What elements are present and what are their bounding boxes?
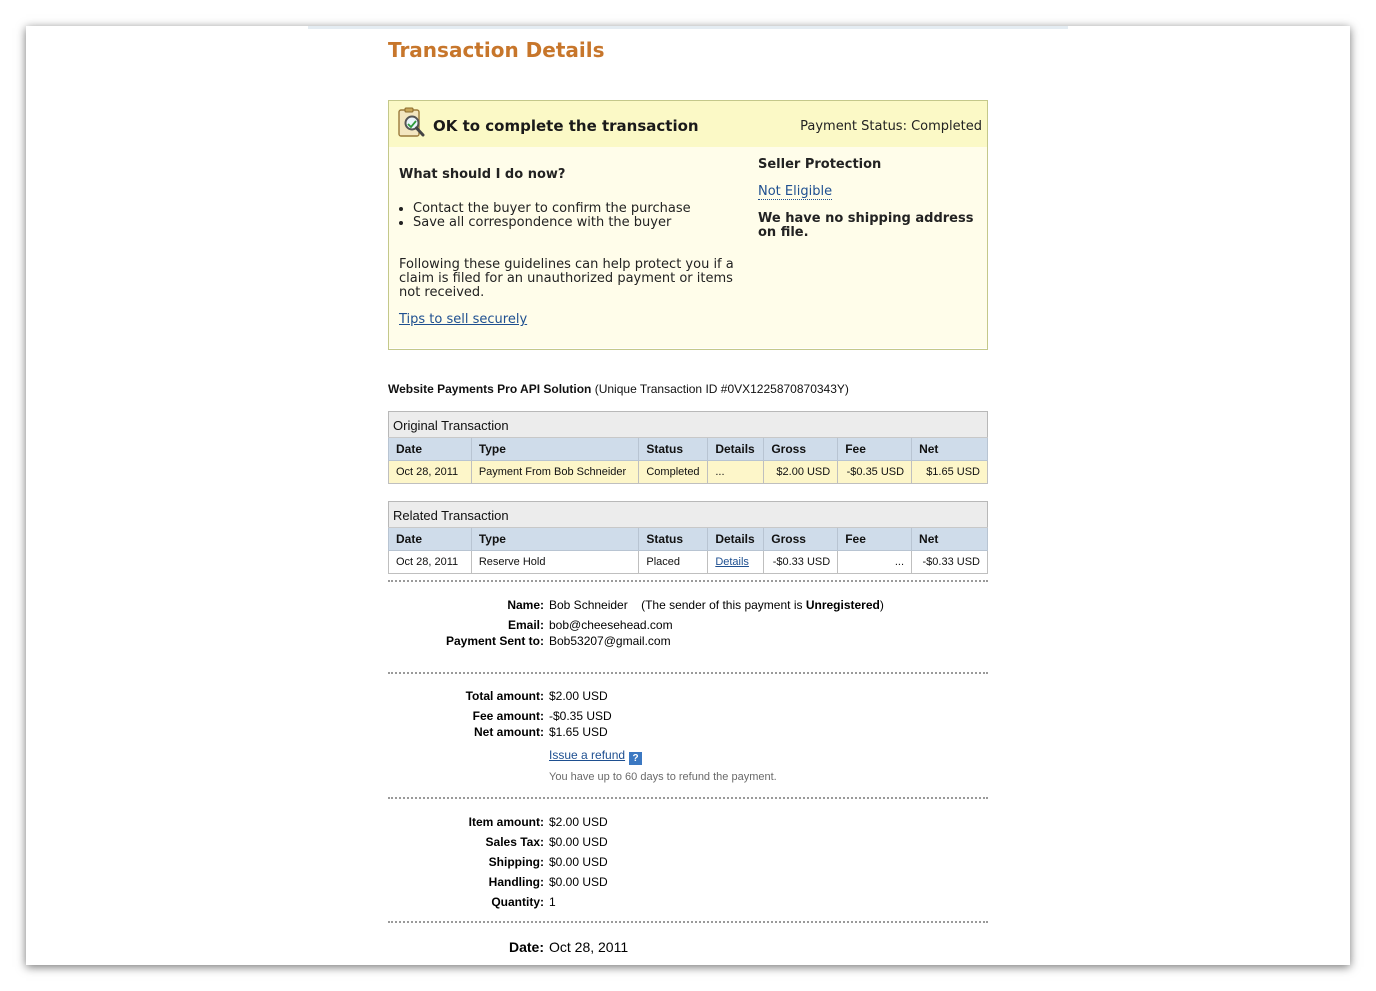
related-transaction-caption: Related Transaction [389, 502, 988, 528]
date-row [388, 939, 988, 955]
cell-fee: -$0.35 USD [838, 461, 912, 484]
page-title: Transaction Details [388, 38, 605, 62]
quantity-label: Quantity: [491, 895, 544, 909]
help-icon[interactable]: ? [629, 752, 642, 765]
sender-status: Unregistered [805, 598, 880, 612]
status-header [389, 101, 987, 147]
payment-sent-to-value: Bob53207@gmail.com [549, 634, 671, 648]
handling-row [388, 875, 988, 891]
shipping-value: $0.00 USD [549, 855, 608, 869]
magnifier-clipboard-icon [397, 107, 427, 139]
payment-sent-to-label: Payment Sent to: [445, 634, 544, 648]
list-item: • Contact the buyer to confirm the purchase [413, 202, 739, 216]
original-transaction-table [388, 411, 988, 484]
column-header-fee: Fee [838, 528, 912, 551]
seller-protection-column [758, 157, 983, 240]
total-amount-label: Total amount: [465, 689, 544, 703]
total-amount-value: $2.00 USD [549, 689, 608, 703]
cell-date: Oct 28, 2011 [389, 461, 472, 484]
net-amount-value: $1.65 USD [549, 725, 608, 739]
total-amount-row [388, 689, 988, 705]
refund-note: You have up to 60 days to refund the payment. [549, 771, 777, 783]
cell-fee: ... [838, 551, 912, 574]
name-label: Name: [507, 598, 544, 612]
item-amount-value: $2.00 USD [549, 815, 608, 829]
original-transaction-caption: Original Transaction [389, 412, 988, 438]
handling-label: Handling: [488, 875, 544, 889]
section-divider [388, 797, 988, 799]
sales-tax-row [388, 835, 988, 851]
table-row [389, 551, 988, 574]
quantity-value: 1 [549, 895, 556, 909]
cell-type: Payment From Bob Schneider [471, 461, 639, 484]
list-item: • Save all correspondence with the buyer [413, 216, 739, 230]
column-header-net: Net [912, 438, 988, 461]
handling-value: $0.00 USD [549, 875, 608, 889]
tips-to-sell-securely-link[interactable]: Tips to sell securely [399, 312, 528, 327]
solution-name: Website Payments Pro API Solution [388, 382, 592, 396]
column-header-status: Status [639, 438, 708, 461]
refund-note-row [388, 771, 988, 787]
table-header-row [389, 528, 988, 551]
buyer-name-row [388, 598, 988, 614]
column-header-details: Details [708, 528, 764, 551]
date-label: Date: [508, 939, 544, 955]
guidance-column [399, 167, 739, 327]
column-header-fee: Fee [838, 438, 912, 461]
section-divider [388, 921, 988, 923]
status-body [389, 147, 987, 348]
column-header-gross: Gross [764, 528, 838, 551]
payment-sent-to-row [388, 634, 988, 650]
column-header-details: Details [708, 438, 764, 461]
no-shipping-address-notice: We have no shipping address on file. [758, 211, 974, 240]
table-header-row [389, 438, 988, 461]
sales-tax-label: Sales Tax: [485, 835, 544, 849]
table-row [389, 461, 988, 484]
column-header-status: Status [639, 528, 708, 551]
cell-gross: -$0.33 USD [764, 551, 838, 574]
cell-net: $1.65 USD [912, 461, 988, 484]
related-transaction-table [388, 501, 988, 574]
refund-container [549, 748, 642, 765]
shipping-row [388, 855, 988, 871]
seller-protection-title: Seller Protection [758, 157, 882, 172]
unique-transaction-id: (Unique Transaction ID #0VX1225870870343Y) [594, 382, 849, 396]
item-amount-label: Item amount: [468, 815, 544, 829]
top-divider [308, 26, 1068, 29]
cell-details [708, 551, 764, 574]
cell-type: Reserve Hold [471, 551, 639, 574]
status-box [388, 100, 988, 350]
column-header-gross: Gross [764, 438, 838, 461]
cell-status: Placed [639, 551, 708, 574]
guidance-list [399, 202, 739, 230]
item-amount-row [388, 815, 988, 831]
date-value: Oct 28, 2011 [549, 939, 629, 955]
solution-line [388, 382, 849, 396]
sender-note-suffix: ) [879, 598, 884, 612]
net-amount-label: Net amount: [474, 725, 544, 739]
section-divider [388, 672, 988, 674]
section-divider [388, 580, 988, 582]
column-header-net: Net [912, 528, 988, 551]
browser-page [26, 26, 1350, 965]
sender-note-prefix: (The sender of this payment is [641, 598, 806, 612]
status-heading: OK to complete the transaction [433, 117, 699, 135]
quantity-row [388, 895, 988, 911]
name-value [549, 598, 884, 612]
seller-protection-status-link[interactable]: Not Eligible [758, 184, 833, 199]
fee-amount-value: -$0.35 USD [549, 709, 612, 723]
column-header-type: Type [471, 438, 639, 461]
column-header-date: Date [389, 438, 472, 461]
column-header-date: Date [389, 528, 472, 551]
related-details-link[interactable]: Details [715, 556, 749, 568]
buyer-name: Bob Schneider [549, 598, 628, 612]
fee-amount-label: Fee amount: [472, 709, 544, 723]
refund-row [388, 748, 988, 764]
guidance-question: What should I do now? [399, 167, 566, 182]
net-amount-row [388, 725, 988, 741]
cell-gross: $2.00 USD [764, 461, 838, 484]
cell-details: ... [708, 461, 764, 484]
column-header-type: Type [471, 528, 639, 551]
cell-status: Completed [639, 461, 708, 484]
guidance-text: Following these guidelines can help protect you if a claim is filed for an unauthorized payment or items not received. [399, 257, 734, 300]
cell-date: Oct 28, 2011 [389, 551, 472, 574]
email-label: Email: [507, 618, 544, 632]
fee-amount-row [388, 709, 988, 725]
cell-net: -$0.33 USD [912, 551, 988, 574]
shipping-label: Shipping: [488, 855, 544, 869]
issue-refund-link[interactable]: Issue a refund [549, 748, 626, 762]
sales-tax-value: $0.00 USD [549, 835, 608, 849]
email-value: bob@cheesehead.com [549, 618, 673, 632]
payment-status: Payment Status: Completed [800, 119, 982, 134]
email-row [388, 618, 988, 634]
